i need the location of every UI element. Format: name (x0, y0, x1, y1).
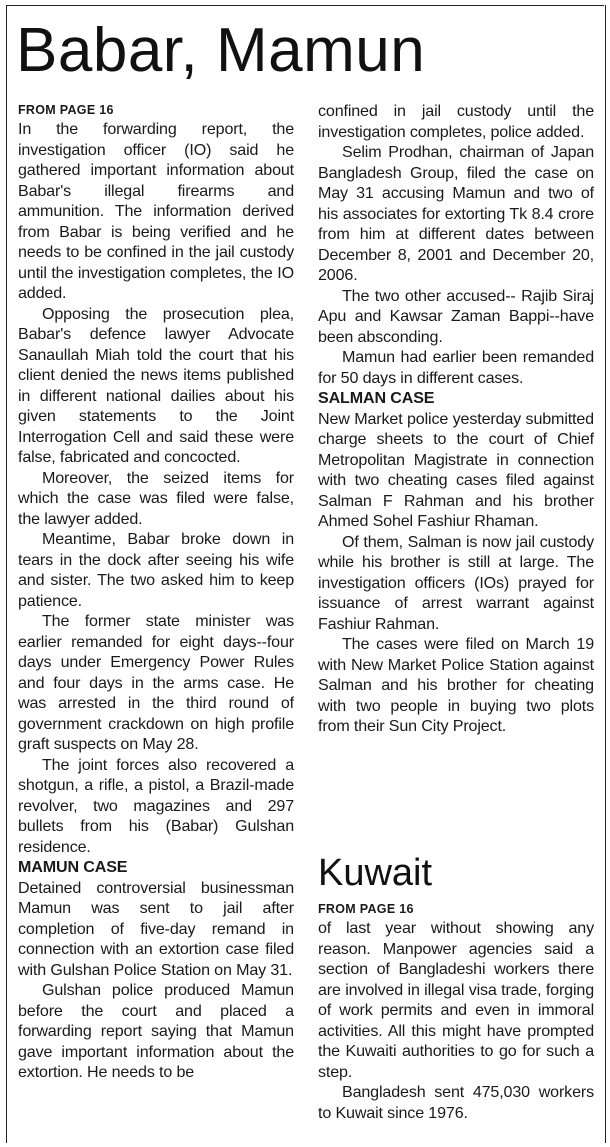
jump-line: FROM PAGE 16 (18, 103, 114, 117)
top-border (6, 5, 604, 6)
article-paragraph: confined in jail custody until the investigation completes, police added. (318, 102, 594, 141)
article-paragraph: New Market police yesterday submitted charge sheets to the court of Chief Metropolitan Magistrate in connection with two cheating cases filed against Salman F Rahman and his brother Ahmed Sohel Fashiur Rhaman. (318, 409, 594, 530)
article-paragraph: In the forwarding report, the investigation officer (IO) said he gathered important information about Babar's illegal firearms and ammunition. The information derived from Babar is being verified and he needs to be confined in the jail custody until the investigation completes, the IO added. (18, 120, 294, 302)
article-paragraph: The joint forces also recovered a shotgun, a rifle, a pistol, a Brazil-made revolver, two magazines and 297 bullets from his (Babar) Gulshan residence. (18, 755, 294, 856)
jump-line: FROM PAGE 16 (318, 902, 414, 916)
article-paragraph: The cases were filed on March 19 with New Market Police Station against Salman and his brother for cheating with two people in buying two plots from their Sun City Project. (318, 635, 594, 735)
article-paragraph: The two other accused-- Rajib Siraj Apu and Kawsar Zaman Bappi--have been absconding. (318, 286, 594, 346)
kuwait-story (318, 900, 594, 1123)
article-paragraph: Gulshan police produced Mamun before the court and placed a forwarding report saying that Mamun gave important information about the extortion. He needs to be (18, 981, 294, 1081)
article-paragraph: of last year without showing any reason. Manpower agencies said a section of Bangladeshi workers there are involved in illegal visa trade, forging of work permits and even in immoral activities. All this might have prompted the Kuwaiti authorities to go for such a step. (318, 919, 594, 1081)
left-border (6, 5, 7, 1143)
article-paragraph: The former state minister was earlier remanded for eight days--four days under Emergency Power Rules and four days in the arms case. He was arrested in the third round of government crackdown on high profile graft suspects on May 28. (18, 612, 294, 753)
right-border (605, 5, 606, 1143)
article-paragraph: Moreover, the seized items for which the case was filed were false, the lawyer added. (18, 468, 294, 528)
main-headline: Babar, Mamun (16, 16, 426, 85)
subheading-mamun-case: MAMUN CASE (18, 858, 128, 876)
subheading-salman-case: SALMAN CASE (318, 389, 435, 407)
article-paragraph: Bangladesh sent 475,030 workers to Kuwait since 1976. (318, 1083, 594, 1122)
article-paragraph: Detained controversial businessman Mamun was sent to jail after completion of five-day remand in connection with an extortion case filed with Gulshan Police Station on May 31. (18, 878, 294, 979)
article-paragraph: Meantime, Babar broke down in tears in the dock after seeing his wife and sister. The two asked him to keep patience. (18, 530, 294, 610)
left-column (18, 101, 294, 1083)
article-paragraph: Of them, Salman is now jail custody while his brother is still at large. The investigation officers (IOs) prayed for issuance of arrest warrant against Fashiur Rahman. (318, 532, 594, 633)
article-paragraph: Opposing the prosecution plea, Babar's defence lawyer Advocate Sanaullah Miah told the court that his client denied the news items published in different national dailies about his given statements to the Joint Interrogation Cell and said these were false, fabricated and concocted. (18, 304, 294, 466)
kuwait-headline: Kuwait (318, 852, 433, 894)
article-paragraph: Mamun had earlier been remanded for 50 days in different cases. (318, 348, 594, 387)
right-column (318, 101, 594, 737)
article-paragraph: Selim Prodhan, chairman of Japan Bangladesh Group, filed the case on May 31 accusing Mamun and two of his associates for extorting Tk 8.4 crore from him at different dates between December 8, 2001 and December 20, 2006. (318, 143, 594, 284)
